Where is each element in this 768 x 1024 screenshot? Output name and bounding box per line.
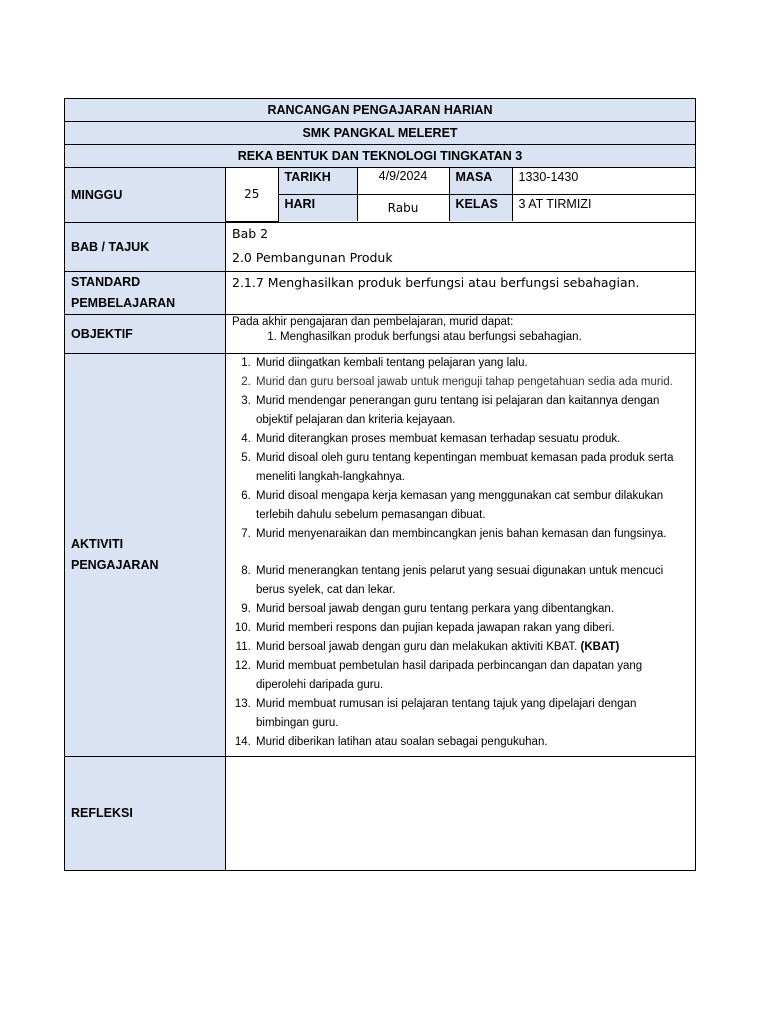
list-item: 14. Murid diberikan latihan atau soalan sebagai pengukuhan. (254, 733, 689, 752)
hari-label: HARI (278, 195, 357, 222)
aktiviti-cell (226, 353, 696, 756)
aktiviti-list (226, 354, 689, 752)
lesson-plan-table (64, 98, 696, 871)
standard-row (65, 271, 696, 314)
subject-name: REKA BENTUK DAN TEKNOLOGI TINGKATAN 3 (65, 145, 696, 168)
list-item: 1. Murid diingatkan kembali tentang pelajaran yang lalu. (254, 354, 689, 373)
minggu-value: 25 (226, 168, 278, 221)
masa-label: MASA (449, 168, 512, 195)
objektif-label: OBJEKTIF (65, 314, 226, 353)
list-item: 12. Murid membuat pembetulan hasil daripada perbincangan dan dapatan yang diperolehi daripada guru. (254, 657, 689, 695)
list-item: 8. Murid menerangkan tentang jenis pelarut yang sesuai digunakan untuk mencuci berus syelek, cat dan lekar. (254, 562, 689, 600)
list-item: 11. Murid bersoal jawab dengan guru dan melakukan aktiviti KBAT. (KBAT) (254, 638, 689, 657)
list-item: 10. Murid memberi respons dan pujian kepada jawapan rakan yang diberi. (254, 619, 689, 638)
kelas-label: KELAS (449, 195, 512, 222)
kbat-tag: (KBAT) (580, 640, 620, 653)
list-item: 6. Murid disoal mengapa kerja kemasan yang menggunakan cat sembur dilakukan terlebih dahulu sebelum pemasangan dibuat. (254, 487, 689, 525)
list-item: 7. Murid menyenaraikan dan membincangkan jenis bahan kemasan dan fungsinya. (254, 525, 689, 544)
aktiviti-label (65, 353, 226, 756)
refleksi-field[interactable] (226, 756, 696, 870)
bab-number: Bab 2 (232, 225, 269, 241)
header-school-row (65, 122, 696, 145)
objektif-list (232, 329, 689, 345)
list-item: 4. Murid diterangkan proses membuat kemasan terhadap sesuatu produk. (254, 430, 689, 449)
aktiviti-label-line2: PENGAJARAN (71, 557, 159, 572)
bab-row (65, 222, 696, 271)
list-item: 5. Murid disoal oleh guru tentang kepentingan membuat kemasan pada produk serta meneliti langkah-langkahnya. (254, 449, 689, 487)
standard-label (65, 271, 226, 314)
bab-topic: 2.0 Pembangunan Produk (232, 249, 393, 265)
bab-cell (226, 222, 696, 271)
aktiviti-row (65, 353, 696, 756)
info-row (65, 168, 696, 223)
objektif-row (65, 314, 696, 353)
kelas-value: 3 AT TIRMIZI (512, 195, 695, 222)
standard-label-line2: PEMBELAJARAN (71, 295, 176, 310)
header-subject-row (65, 145, 696, 168)
standard-text: 2.1.7 Menghasilkan produk berfungsi atau berfungsi sebahagian. (226, 271, 696, 314)
objektif-intro: Pada akhir pengajaran dan pembelajaran, murid dapat: (232, 315, 514, 328)
refleksi-row (65, 756, 696, 870)
objektif-cell (226, 314, 696, 353)
header-title-row (65, 99, 696, 122)
tarikh-value: 4/9/2024 (357, 168, 449, 195)
minggu-label: MINGGU (65, 168, 226, 223)
list-item: 13. Murid membuat rumusan isi pelajaran tentang tajuk yang dipelajari dengan bimbingan guru. (254, 695, 689, 733)
objektif-item: 1. Menghasilkan produk berfungsi atau berfungsi sebahagian. (280, 329, 689, 345)
standard-label-line1: STANDARD (71, 274, 141, 289)
tarikh-label: TARIKH (278, 168, 357, 195)
list-item: 9. Murid bersoal jawab dengan guru tentang perkara yang dibentangkan. (254, 600, 689, 619)
refleksi-label: REFLEKSI (65, 756, 226, 870)
school-name: SMK PANGKAL MELERET (65, 122, 696, 145)
aktiviti-label-line1: AKTIVITI (71, 536, 124, 551)
list-item: 3. Murid mendengar penerangan guru tentang isi pelajaran dan kaitannya dengan objektif pelajaran dan kriteria kejayaan. (254, 392, 689, 430)
list-item: 2. Murid dan guru bersoal jawab untuk menguji tahap pengetahuan sedia ada murid. (254, 373, 689, 392)
info-cell (226, 168, 696, 223)
lesson-plan-page (64, 98, 695, 871)
hari-value: Rabu (357, 195, 449, 222)
page-title: RANCANGAN PENGAJARAN HARIAN (65, 99, 696, 122)
info-inner-table (226, 168, 695, 222)
bab-label: BAB / TAJUK (65, 222, 226, 271)
masa-value: 1330-1430 (512, 168, 695, 195)
